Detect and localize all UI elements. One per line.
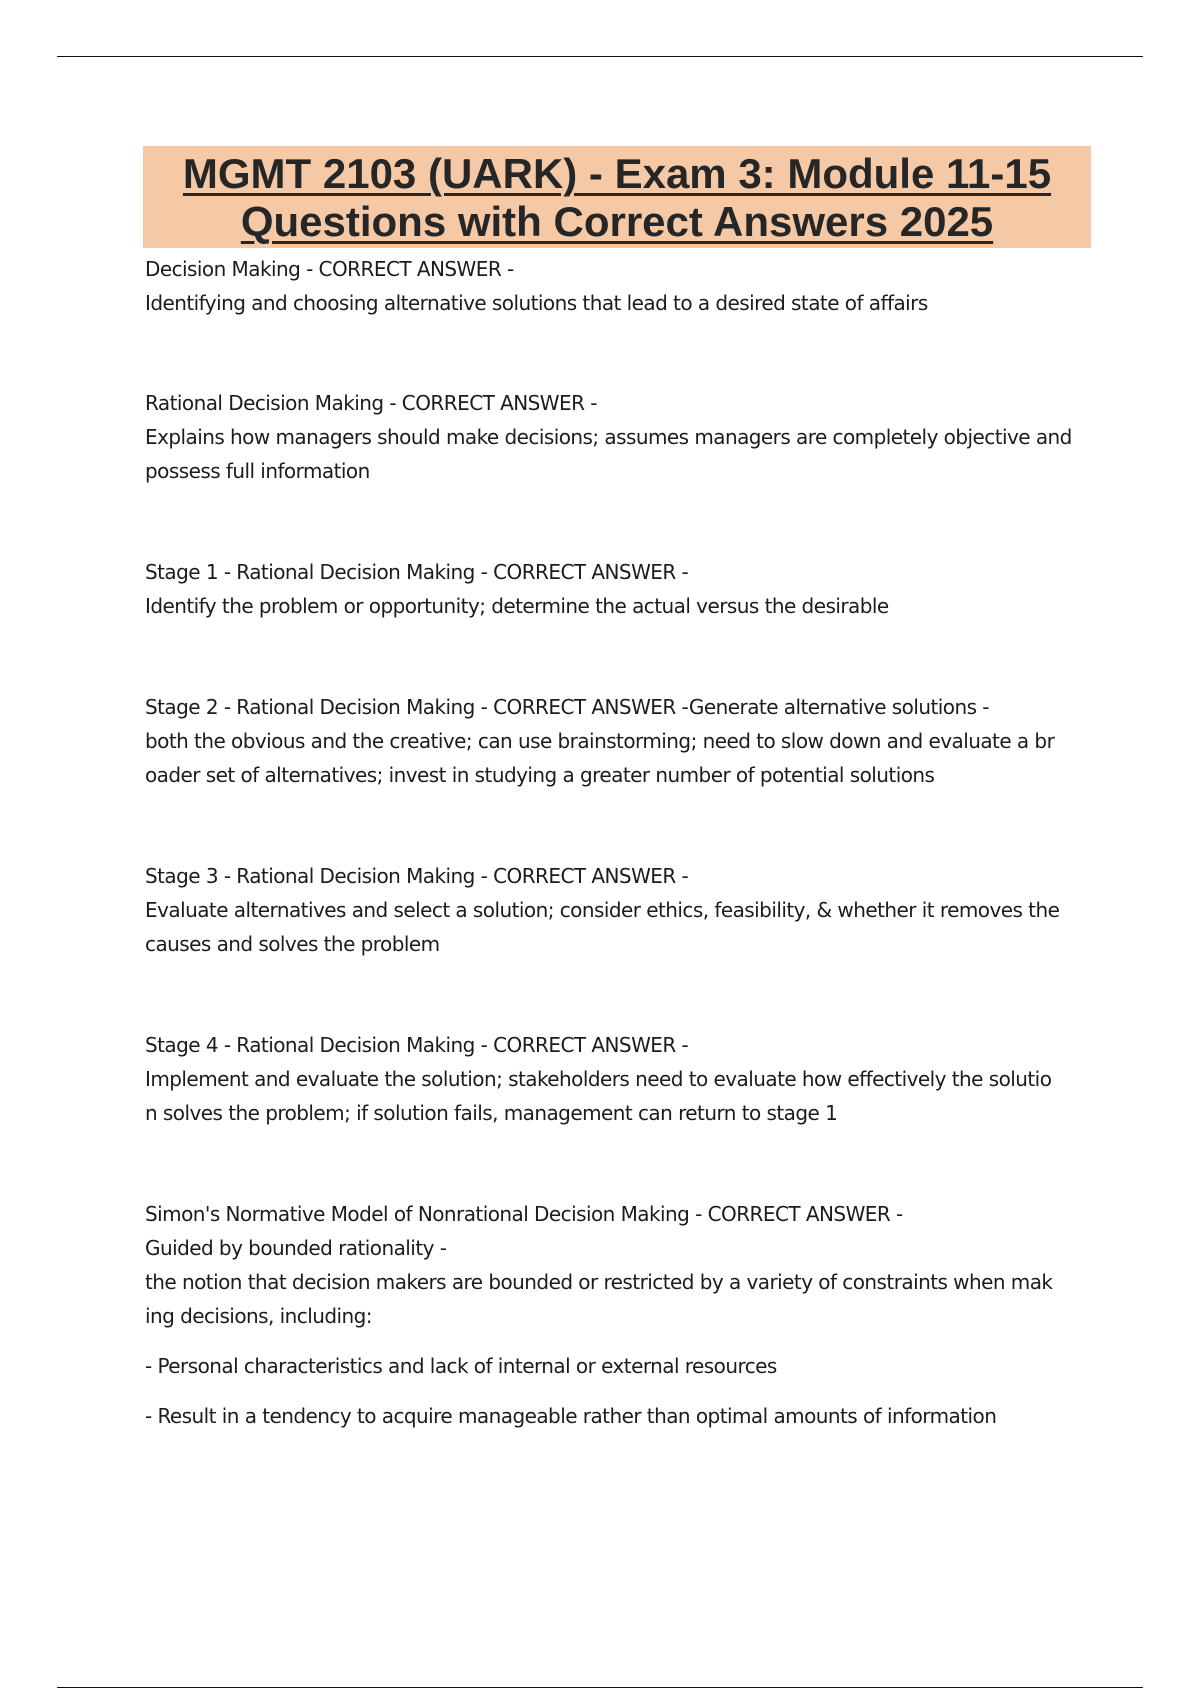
qa-entry-stage-1 [145, 555, 1090, 623]
answer-text: ing decisions, including: [145, 1304, 372, 1328]
question-text: Stage 3 - Rational Decision Making - CORRECT ANSWER - [145, 864, 689, 888]
qa-entry-stage-3 [145, 859, 1090, 961]
answer-text: causes and solves the problem [145, 932, 440, 956]
bullet-item: - Personal characteristics and lack of internal or external resources [145, 1354, 777, 1378]
answer-text: both the obvious and the creative; can use brainstorming; need to slow down and evaluate a br [145, 729, 1055, 753]
qa-entry-rational-decision-making [145, 386, 1090, 488]
qa-entry-decision-making [145, 252, 1090, 320]
document-title-banner [143, 146, 1091, 248]
qa-entry-stage-2 [145, 690, 1090, 792]
answer-text: the notion that decision makers are bounded or restricted by a variety of constraints when mak [145, 1270, 1053, 1294]
question-text: Simon's Normative Model of Nonrational Decision Making - CORRECT ANSWER - [145, 1202, 903, 1226]
answer-text: Implement and evaluate the solution; stakeholders need to evaluate how effectively the solutio [145, 1067, 1052, 1091]
answer-text: Guided by bounded rationality - [145, 1236, 447, 1260]
document-title-line-2: Questions with Correct Answers 2025 [240, 198, 994, 245]
answer-text: oader set of alternatives; invest in studying a greater number of potential solutions [145, 763, 935, 787]
top-divider [57, 56, 1143, 57]
qa-list [145, 252, 1090, 1433]
question-text: Stage 4 - Rational Decision Making - CORRECT ANSWER - [145, 1033, 689, 1057]
document-title-line-1: MGMT 2103 (UARK) - Exam 3: Module 11-15 [182, 150, 1052, 197]
answer-text: Explains how managers should make decisions; assumes managers are completely objective and [145, 425, 1072, 449]
answer-text: n solves the problem; if solution fails, management can return to stage 1 [145, 1101, 838, 1125]
bottom-divider [57, 1687, 1143, 1688]
answer-text: Evaluate alternatives and select a solution; consider ethics, feasibility, & whether it removes the [145, 898, 1060, 922]
answer-text: possess full information [145, 459, 370, 483]
question-text: Decision Making - CORRECT ANSWER - [145, 257, 514, 281]
question-text: Stage 1 - Rational Decision Making - CORRECT ANSWER - [145, 560, 689, 584]
bullet-item: - Result in a tendency to acquire manageable rather than optimal amounts of information [145, 1404, 997, 1428]
answer-text: Identifying and choosing alternative solutions that lead to a desired state of affairs [145, 291, 928, 315]
question-text: Stage 2 - Rational Decision Making - CORRECT ANSWER -Generate alternative solutions - [145, 695, 989, 719]
qa-entry-simons-model [145, 1197, 1090, 1433]
answer-text: Identify the problem or opportunity; determine the actual versus the desirable [145, 594, 889, 618]
question-text: Rational Decision Making - CORRECT ANSWER - [145, 391, 597, 415]
qa-entry-stage-4 [145, 1028, 1090, 1130]
